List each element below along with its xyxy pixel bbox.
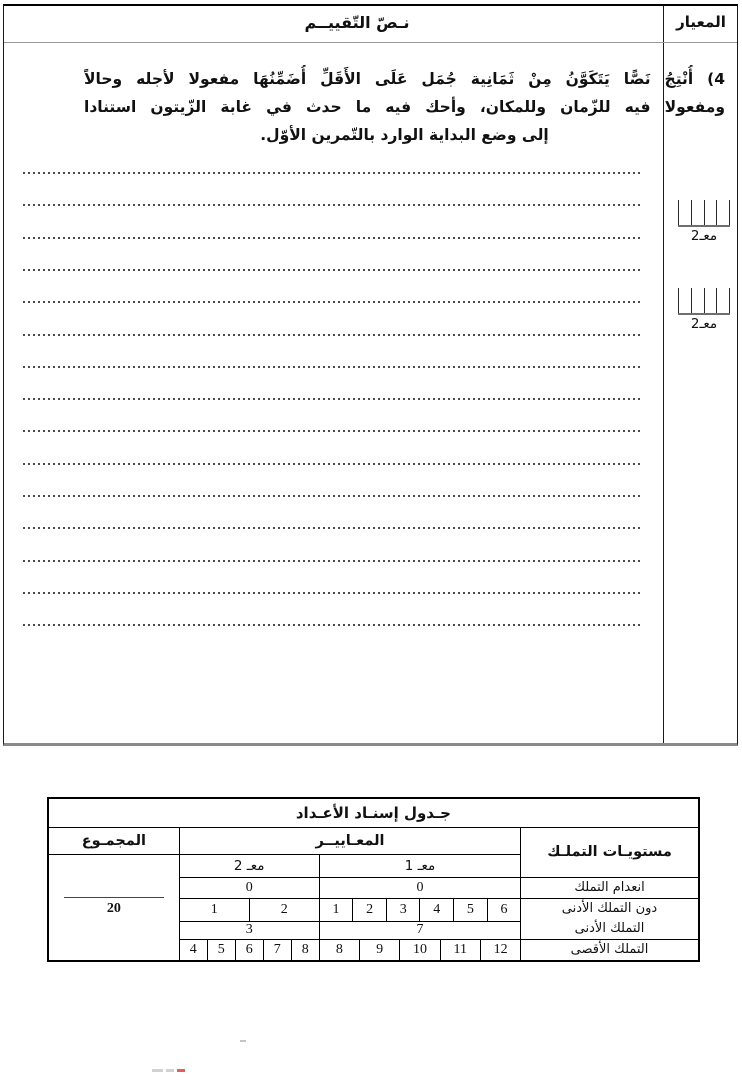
score-cell: 0	[319, 877, 521, 898]
criteria-header: المعـاييــر	[179, 827, 521, 854]
criterion-2-header: معـ 2	[179, 854, 319, 877]
writing-line	[23, 172, 640, 174]
writing-line	[23, 463, 640, 465]
score-cell: 5	[207, 939, 235, 961]
score-cell: 4	[420, 898, 454, 921]
writing-line	[23, 204, 640, 206]
score-cell: 6	[487, 898, 521, 921]
writing-line	[23, 592, 640, 594]
task-prompt	[84, 65, 725, 149]
score-cell: 3	[179, 921, 319, 939]
rubric-grid-cell	[705, 200, 718, 225]
rubric-grid-1-label: معـ2	[690, 228, 718, 244]
print-artifact	[152, 1069, 163, 1072]
rubric-grid-cell	[692, 200, 705, 225]
prompt-line: إلى وضع البداية الوارد بالتّمرين الأوّل.	[260, 126, 549, 144]
level-label: التملك الأقصى	[521, 939, 699, 961]
rubric-grid-cell	[692, 288, 705, 313]
total-score-cell	[48, 854, 179, 961]
score-blank-line	[64, 897, 164, 898]
score-cell: 1	[179, 898, 249, 921]
score-cell: 4	[179, 939, 207, 961]
score-cell: 3	[386, 898, 420, 921]
writing-line	[23, 527, 640, 529]
writing-line	[23, 495, 640, 497]
score-cell: 2	[249, 898, 319, 921]
total-score-value: 20	[106, 901, 121, 917]
writing-line	[23, 624, 640, 626]
page-title: نـصّ التّقييــم	[304, 13, 410, 32]
score-cell: 7	[263, 939, 291, 961]
prompt-line: 4) أُنْتِجُ نَصًّا يَتَكَوَّنُ مِنْ ثَمَانِية جُمَل عَلَى الأَقَلِّ أُضَمِّنُهَا مفعولا لأجله وحالاً	[84, 70, 725, 88]
level-label-group	[521, 898, 699, 939]
writing-line	[23, 237, 640, 239]
prompt-line: ومفعولا فيه للزّمان وللمكان، وأحك فيه ما حدث في غابة الزّيتون استنادا	[84, 98, 725, 116]
header-underline	[4, 42, 737, 43]
rubric-grid-2-label: معـ2	[690, 316, 718, 332]
score-cell: 1	[319, 898, 353, 921]
print-artifact	[240, 1040, 246, 1042]
writing-line	[23, 301, 640, 303]
score-cell: 5	[454, 898, 488, 921]
score-assignment-table	[47, 797, 700, 962]
levels-header: مستويـات التملـك	[521, 827, 699, 877]
score-cell: 8	[319, 939, 359, 961]
writing-line	[23, 366, 640, 368]
print-artifact	[177, 1069, 185, 1072]
print-artifact	[166, 1069, 174, 1072]
score-table-title: جـدول إسنـاد الأعـداد	[48, 798, 699, 827]
rubric-grid-cell	[717, 200, 730, 225]
score-cell: 2	[353, 898, 387, 921]
writing-line	[23, 398, 640, 400]
rubric-grid-cell	[705, 288, 718, 313]
rubric-grid-2	[678, 288, 730, 315]
evaluation-section	[3, 4, 738, 746]
total-header: المجمـوع	[48, 827, 179, 854]
score-cell: 9	[360, 939, 400, 961]
rubric-grid-cell	[678, 200, 692, 225]
criterion-column-header: المعيار	[676, 13, 726, 31]
score-cell: 0	[179, 877, 319, 898]
writing-line	[23, 560, 640, 562]
level-label: انعدام التملك	[521, 877, 699, 898]
criterion-1-header: معـ 1	[319, 854, 521, 877]
writing-line	[23, 430, 640, 432]
score-cell: 12	[480, 939, 520, 961]
rubric-grid-cell	[678, 288, 692, 313]
level-label: دون التملك الأدنى	[561, 900, 658, 916]
rubric-grid-cell	[717, 288, 730, 313]
writing-line	[23, 334, 640, 336]
rubric-grid-1	[678, 200, 730, 227]
writing-line	[23, 269, 640, 271]
level-label: التملك الأدنى	[574, 920, 645, 936]
score-cell: 8	[291, 939, 319, 961]
score-cell: 11	[440, 939, 480, 961]
score-cell: 6	[235, 939, 263, 961]
score-cell: 10	[400, 939, 440, 961]
score-cell: 7	[319, 921, 521, 939]
